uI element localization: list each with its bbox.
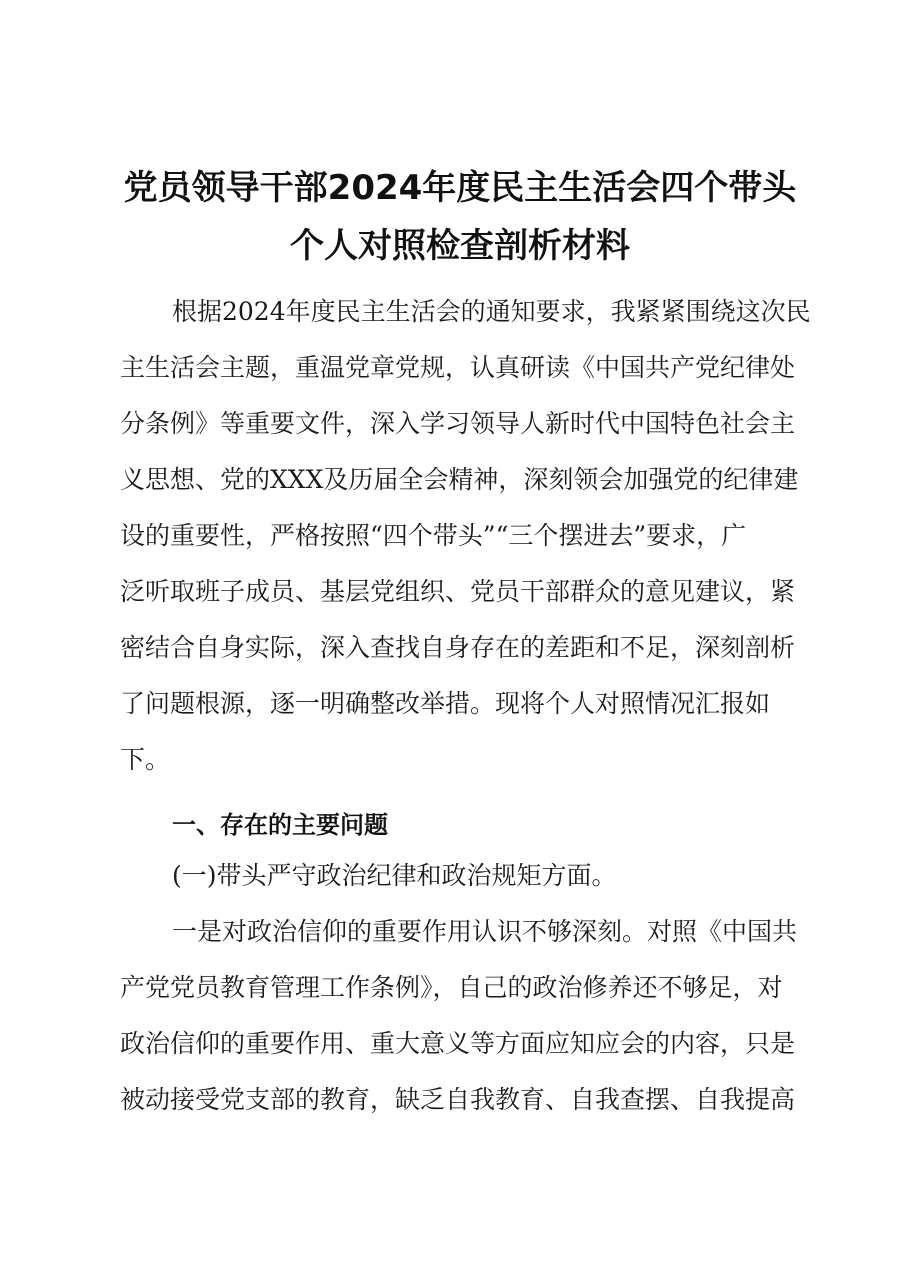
intro-paragraph-line: 了问题根源，逐一明确整改举措。现将个人对照情况汇报如 (120, 689, 771, 718)
intro-paragraph-line: 泛听取班子成员、基层党组织、党员干部群众的意见建议，紧 (120, 577, 796, 606)
body-paragraph-line: 一是对政治信仰的重要作用认识不够深刻。对照《中国共 (172, 917, 798, 946)
intro-paragraph-line: 义思想、党的XXX及历届全会精神，深刻领会加强党的纪律建 (120, 465, 799, 494)
body-paragraph-line: 被动接受党支部的教育，缺乏自我教育、自我查摆、自我提高 (120, 1085, 796, 1114)
document-title-line-2: 个人对照检查剖析材料 (290, 226, 630, 266)
intro-paragraph-line: 密结合自身实际，深入查找自身存在的差距和不足，深刻剖析 (120, 633, 796, 662)
intro-paragraph-line: 下。 (120, 745, 171, 774)
document-title-line-1: 党员领导干部2024年度民主生活会四个带头 (123, 168, 797, 208)
intro-paragraph-line: 设的重要性，严格按照“四个带头”“三个摆进去”要求，广 (120, 521, 747, 550)
body-paragraph-line: 产党党员教育管理工作条例》，自己的政治修养还不够足，对 (120, 973, 783, 1002)
section-heading: 一、存在的主要问题 (172, 811, 388, 839)
body-paragraph-line: 政治信仰的重要作用、重大意义等方面应知应会的内容，只是 (120, 1029, 796, 1058)
intro-paragraph-line: 根据2024年度民主生活会的通知要求，我紧紧围绕这次民 (172, 297, 811, 326)
subsection-heading: (一)带头严守政治纪律和政治规矩方面。 (172, 861, 617, 890)
intro-paragraph-line: 主生活会主题，重温党章党规，认真研读《中国共产党纪律处 (120, 353, 796, 382)
intro-paragraph-line: 分条例》等重要文件，深入学习领导人新时代中国特色社会主 (120, 409, 796, 438)
